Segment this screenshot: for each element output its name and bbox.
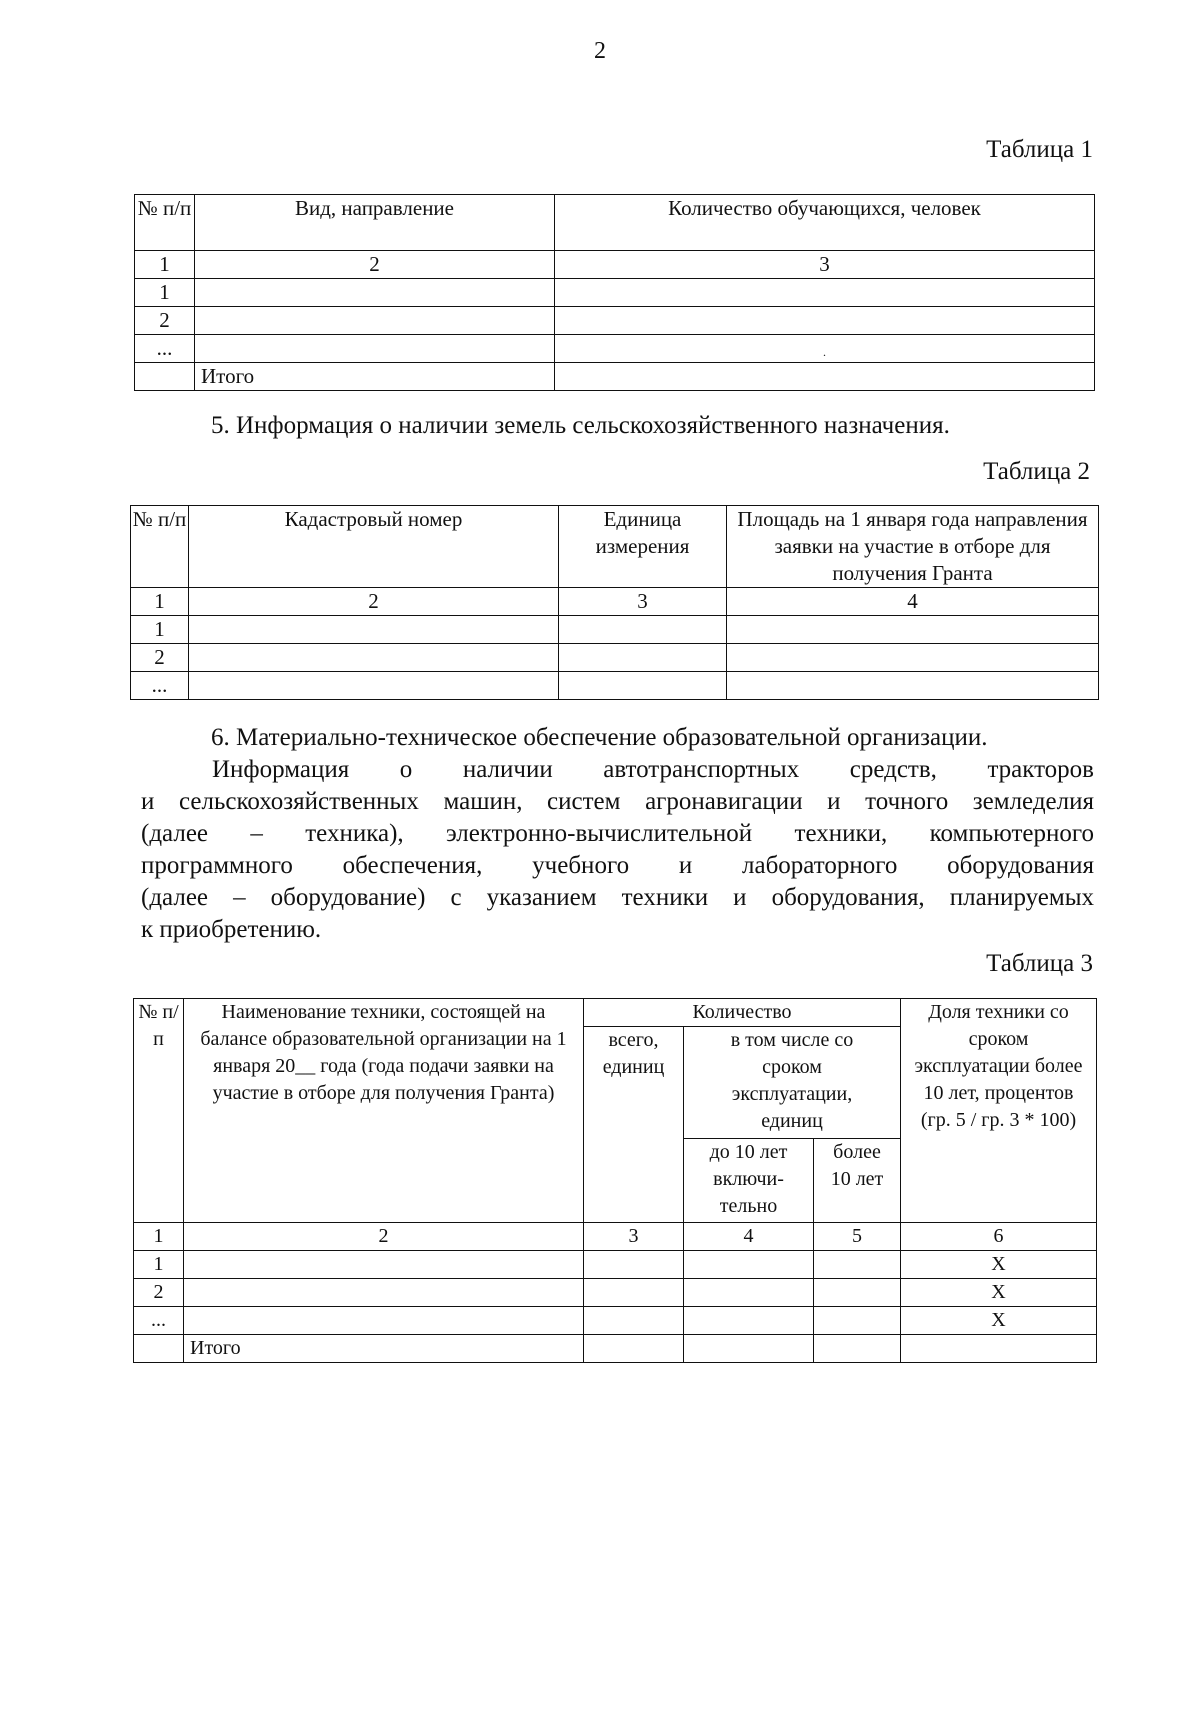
- section6-heading: 6. Материально-техническое обеспечение образовательной организации.: [211, 724, 988, 751]
- table2-header-cadastral: Кадастровый номер: [189, 506, 559, 588]
- table-cell: [584, 1279, 684, 1307]
- table-cell: [684, 1335, 814, 1363]
- table3-colnum: 4: [684, 1223, 814, 1251]
- table-cell: [584, 1307, 684, 1335]
- table-cell: [684, 1279, 814, 1307]
- table3-header-share: Доля техники со сроком эксплуатации более 10 лет, процентов (гр. 5 / гр. 3 * 100): [901, 999, 1097, 1223]
- table-cell: [727, 616, 1099, 644]
- table-cell: [584, 1251, 684, 1279]
- x-mark: X: [901, 1251, 1097, 1279]
- section6-line-2: и сельскохозяйственных машин, систем агронавигации и точного земледелия: [141, 788, 1094, 815]
- table3-header-upto10: до 10 лет включи-тельно: [684, 1139, 814, 1223]
- table3-colnum-row: [134, 1223, 1097, 1251]
- table3-total-label: Итого: [184, 1335, 584, 1363]
- table3-header-name: Наименование техники, состоящей на балансе образовательной организации на 1 января 20__ года (года подачи заявки на участие в отборе для получения Гранта): [184, 999, 584, 1223]
- table-row: [131, 644, 1099, 672]
- section5-heading: 5. Информация о наличии земель сельскохозяйственного назначения.: [211, 412, 950, 439]
- row-number: ...: [134, 1307, 184, 1335]
- table3-total-row: [134, 1335, 1097, 1363]
- table2-colnum: 2: [189, 588, 559, 616]
- table-cell: [555, 363, 1095, 391]
- table2-colnum-row: [131, 588, 1099, 616]
- section6-line-3: (далее – техника), электронно-вычислительной техники, компьютерного: [141, 820, 1094, 847]
- table-cell: [727, 672, 1099, 700]
- x-mark: X: [901, 1307, 1097, 1335]
- table1-colnum: 2: [195, 251, 555, 279]
- table-cell: [814, 1307, 901, 1335]
- table-cell: [901, 1335, 1097, 1363]
- table3-header-quantity: Количество: [584, 999, 901, 1027]
- table3: [133, 998, 1097, 1363]
- table-row: [131, 672, 1099, 700]
- table-cell: [555, 307, 1095, 335]
- row-number: 2: [131, 644, 189, 672]
- table-cell: [584, 1335, 684, 1363]
- table2-header-unit: Единица измерения: [559, 506, 727, 588]
- table2-colnum: 4: [727, 588, 1099, 616]
- table-cell: [684, 1307, 814, 1335]
- table-row: [134, 1251, 1097, 1279]
- table-row: [135, 307, 1095, 335]
- row-number: 2: [135, 307, 195, 335]
- table-cell: [189, 616, 559, 644]
- table3-colnum: 6: [901, 1223, 1097, 1251]
- table-row: [131, 616, 1099, 644]
- table3-header-total: всего, единиц: [584, 1027, 684, 1223]
- table-cell: [559, 616, 727, 644]
- table-cell: [134, 1335, 184, 1363]
- table-cell: [195, 279, 555, 307]
- table-cell: [189, 644, 559, 672]
- section6-line-1: Информация о наличии автотранспортных средств, тракторов: [212, 756, 1094, 783]
- table-cell: [684, 1251, 814, 1279]
- table1: [134, 194, 1095, 391]
- table-cell: [727, 644, 1099, 672]
- table-cell: [195, 307, 555, 335]
- table-cell: [184, 1251, 584, 1279]
- table-cell: [195, 335, 555, 363]
- section6-line-4: программного обеспечения, учебного и лабораторного оборудования: [141, 852, 1094, 879]
- table-cell: [559, 644, 727, 672]
- table-row: [134, 1307, 1097, 1335]
- row-number: 1: [135, 279, 195, 307]
- table1-colnum: 1: [135, 251, 195, 279]
- table-row: [134, 1279, 1097, 1307]
- table1-header-type: Вид, направление: [195, 195, 555, 251]
- section6-line-6: к приобретению.: [141, 916, 322, 943]
- table2-caption: Таблица 2: [983, 458, 1090, 485]
- row-number: 1: [134, 1251, 184, 1279]
- table1-header-num: № п/п: [135, 195, 195, 251]
- table2-colnum: 3: [559, 588, 727, 616]
- row-number: 2: [134, 1279, 184, 1307]
- table3-header-over10: более 10 лет: [814, 1139, 901, 1223]
- table1-caption: Таблица 1: [986, 136, 1093, 163]
- table-cell: [814, 1279, 901, 1307]
- row-number: ...: [135, 335, 195, 363]
- table-cell: [184, 1279, 584, 1307]
- table3-header-num: № п/п: [134, 999, 184, 1223]
- page-number: 2: [594, 38, 606, 64]
- table2-header-num: № п/п: [131, 506, 189, 588]
- table-row: [135, 335, 1095, 363]
- table3-colnum: 2: [184, 1223, 584, 1251]
- table1-colnum: 3: [555, 251, 1095, 279]
- table-cell: [135, 363, 195, 391]
- stray-mark: .: [555, 335, 1095, 363]
- row-number: 1: [131, 616, 189, 644]
- table-cell: [189, 672, 559, 700]
- table-cell: [814, 1335, 901, 1363]
- table1-total-label: Итого: [195, 363, 555, 391]
- table3-colnum: 1: [134, 1223, 184, 1251]
- table-cell: [555, 279, 1095, 307]
- table1-total-row: [135, 363, 1095, 391]
- table-cell: [559, 672, 727, 700]
- table2-colnum: 1: [131, 588, 189, 616]
- table2: [130, 505, 1099, 700]
- table3-colnum: 5: [814, 1223, 901, 1251]
- table1-header-row: [135, 195, 1095, 251]
- section6-line-5: (далее – оборудование) с указанием техники и оборудования, планируемых: [141, 884, 1094, 911]
- table3-caption: Таблица 3: [986, 950, 1093, 977]
- table-cell: [814, 1251, 901, 1279]
- row-number: ...: [131, 672, 189, 700]
- table-cell: [184, 1307, 584, 1335]
- table3-header-including: в том числе со сроком эксплуатации, единиц: [684, 1027, 901, 1139]
- x-mark: X: [901, 1279, 1097, 1307]
- table1-colnum-row: [135, 251, 1095, 279]
- table3-colnum: 3: [584, 1223, 684, 1251]
- table2-header-row: [131, 506, 1099, 588]
- table1-header-count: Количество обучающихся, человек: [555, 195, 1095, 251]
- table3-header-row-1: [134, 999, 1097, 1027]
- table-row: [135, 279, 1095, 307]
- table2-header-area: Площадь на 1 января года направления заявки на участие в отборе для получения Гранта: [727, 506, 1099, 588]
